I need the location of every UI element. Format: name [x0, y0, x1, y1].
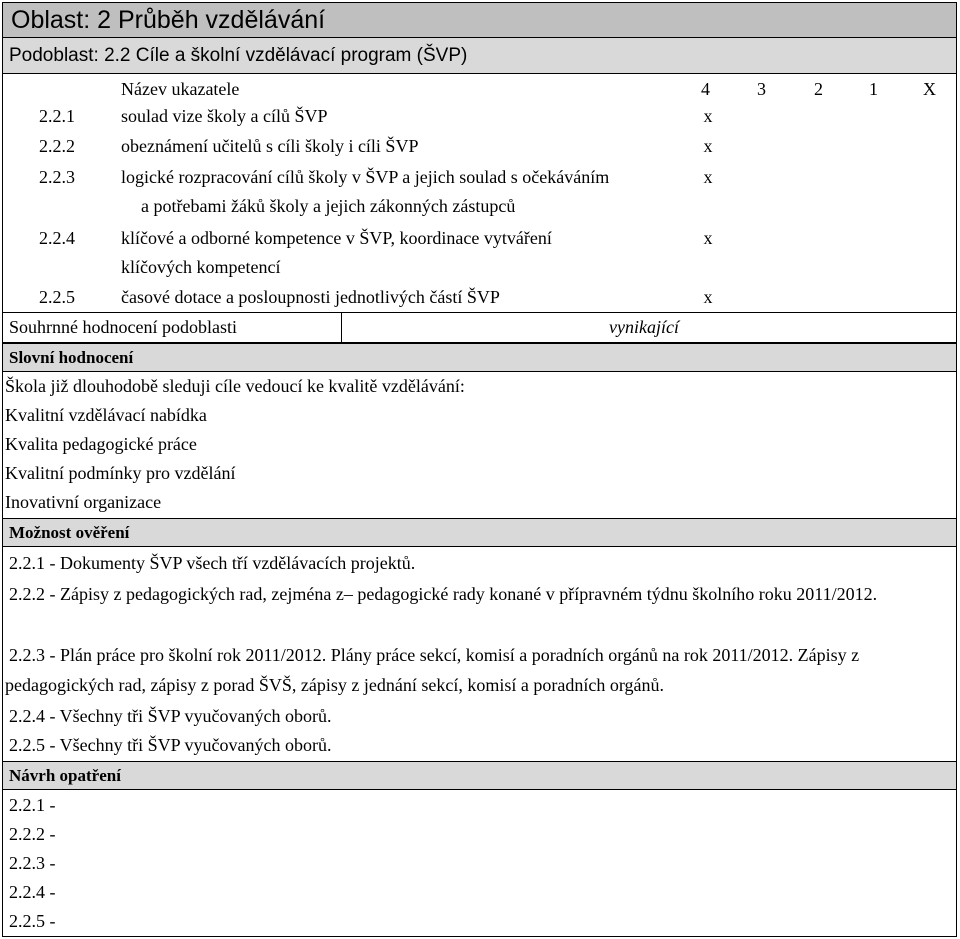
rating-mark: x: [703, 106, 713, 126]
navrh-opatreni-item: 2.2.4 -: [9, 882, 56, 902]
rating-header-x: X: [923, 79, 936, 99]
moznost-overeni-heading: Možnost ověření: [3, 518, 956, 547]
moznost-overeni-item: 2.2.2 - Zápisy z pedagogických rad, zejména z– pedagogické rady konané v přípravném týdnu školního roku 2011/2012.: [9, 584, 878, 604]
slovni-hodnoceni-line: Kvalitní vzdělávací nabídka: [5, 405, 207, 425]
slovni-hodnoceni-heading: Slovní hodnocení: [3, 343, 956, 372]
indicator-name-continuation: klíčových kompetencí: [121, 257, 281, 277]
indicator-name: soulad vize školy a cílů ŠVP: [121, 106, 328, 126]
rating-mark: x: [703, 136, 713, 156]
indicator-code: 2.2.4: [39, 228, 75, 248]
navrh-opatreni-item: 2.2.3 -: [9, 853, 56, 873]
moznost-overeni-item: 2.2.1 - Dokumenty ŠVP všech tří vzdělávacích projektů.: [9, 553, 416, 573]
evaluation-page: [2, 2, 957, 937]
indicator-name: klíčové a odborné kompetence v ŠVP, koordinace vytváření: [121, 228, 552, 248]
indicator-code: 2.2.5: [39, 287, 75, 307]
indicator-name-continuation: a potřebami žáků školy a jejich zákonných zástupců: [141, 196, 516, 216]
indicator-code: 2.2.3: [39, 167, 75, 187]
rating-header-2: 2: [814, 79, 823, 99]
navrh-opatreni-item: 2.2.1 -: [9, 795, 56, 815]
indicator-name: časové dotace a posloupnosti jednotlivých částí ŠVP: [121, 287, 500, 307]
rating-mark: x: [703, 167, 713, 187]
moznost-overeni-item: 2.2.3 - Plán práce pro školní rok 2011/2012. Plány práce sekcí, komisí a poradních orgánů na rok 2011/2012. Zápisy z pedagogických rad, zápisy z porad ŠVŠ, zápisy z jednání sekcí, komisí a poradních orgánů.: [5, 645, 860, 695]
slovni-hodnoceni-line: Škola již dlouhodobě sleduji cíle vedoucí ke kvalitě vzdělávání:: [5, 376, 465, 396]
slovni-hodnoceni-line: Kvalitní podmínky pro vzdělání: [5, 463, 236, 483]
moznost-overeni-item: 2.2.4 - Všechny tři ŠVP vyučovaných oborů.: [9, 706, 332, 726]
navrh-opatreni-item: 2.2.2 -: [9, 824, 56, 844]
rating-header-4: 4: [701, 79, 710, 99]
moznost-overeni-item: 2.2.5 - Všechny tři ŠVP vyučovaných oborů.: [9, 735, 332, 755]
navrh-opatreni-heading: Návrh opatření: [3, 761, 956, 790]
rating-mark: x: [703, 287, 713, 307]
indicator-code: 2.2.2: [39, 136, 75, 156]
indicator-name: logické rozpracování cílů školy v ŠVP a jejich soulad s očekáváním: [121, 167, 610, 187]
rating-header-3: 3: [757, 79, 766, 99]
rating-mark: x: [703, 228, 713, 248]
summary-divider: [341, 313, 342, 342]
indicator-code: 2.2.1: [39, 106, 75, 126]
navrh-opatreni-item: 2.2.5 -: [9, 911, 56, 931]
slovni-hodnoceni-line: Kvalita pedagogické práce: [5, 434, 197, 454]
summary-label: Souhrnné hodnocení podoblasti: [9, 317, 237, 337]
summary-value: vynikající: [609, 317, 679, 337]
indicator-name-header: Název ukazatele: [121, 79, 240, 99]
slovni-hodnoceni-line: Inovativní organizace: [5, 492, 162, 512]
podoblast-title: Podoblast: 2.2 Cíle a školní vzdělávací program (ŠVP): [3, 38, 956, 74]
rating-header-1: 1: [869, 79, 878, 99]
indicator-name: obeznámení učitelů s cíli školy i cíli ŠVP: [121, 136, 419, 156]
summary-row: [3, 312, 956, 343]
oblast-title: Oblast: 2 Průběh vzdělávání: [3, 3, 956, 38]
